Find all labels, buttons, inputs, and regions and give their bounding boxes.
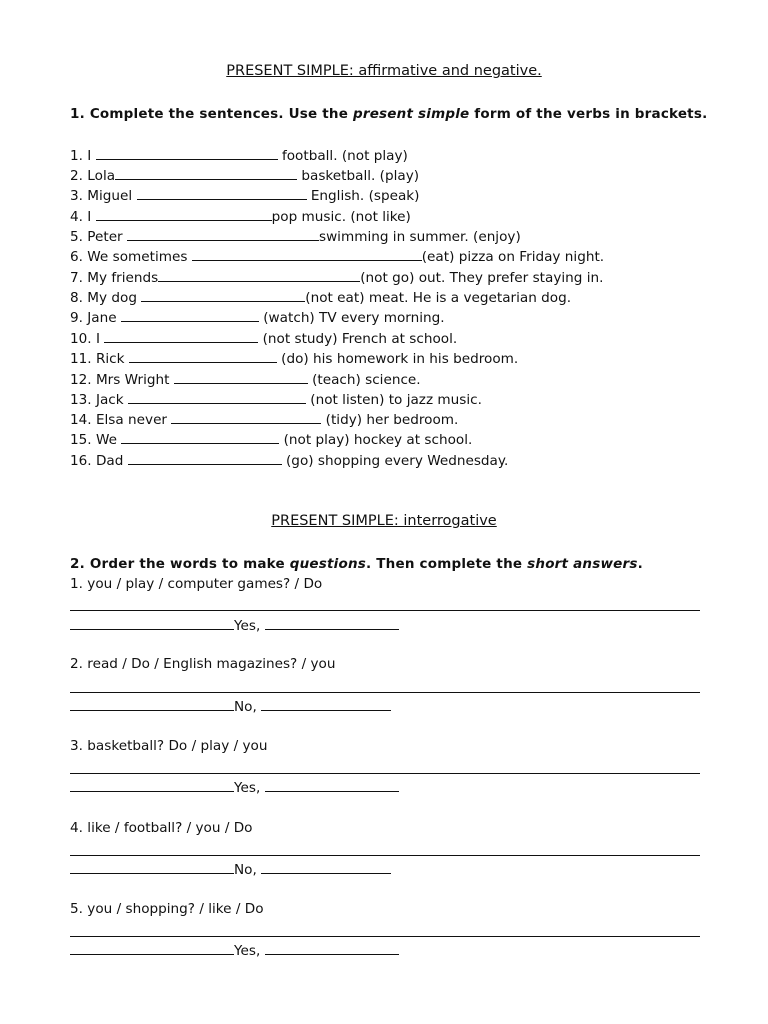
answer-blank[interactable] [261, 698, 391, 711]
exercise-2-instructions: 2. Order the words to make questions. Then complete the short answers. [70, 556, 643, 572]
sentence-14: 14. Elsa never (tidy) her bedroom. [70, 412, 459, 428]
question-5-line[interactable] [70, 936, 700, 937]
answer-blank[interactable] [158, 269, 360, 282]
answer-blank[interactable] [70, 861, 234, 874]
answer-blank[interactable] [265, 617, 399, 630]
answer-blank[interactable] [171, 411, 321, 424]
answer-blank[interactable] [121, 431, 279, 444]
question-2-answer-row: No, [70, 698, 391, 715]
sentence-12: 12. Mrs Wright (teach) science. [70, 372, 421, 388]
question-2-prompt: 2. read / Do / English magazines? / you [70, 656, 336, 672]
answer-blank[interactable] [192, 248, 422, 261]
sentence-7: 7. My friends (not go) out. They prefer staying in. [70, 270, 604, 286]
sentence-8: 8. My dog (not eat) meat. He is a vegetarian dog. [70, 290, 572, 306]
question-1-answer-row: Yes, [70, 617, 399, 634]
sentence-3: 3. Miguel English. (speak) [70, 188, 420, 204]
question-4-line[interactable] [70, 855, 700, 856]
sentence-13: 13. Jack (not listen) to jazz music. [70, 392, 482, 408]
question-1-line[interactable] [70, 610, 700, 611]
answer-blank[interactable] [127, 228, 319, 241]
answer-blank[interactable] [174, 371, 308, 384]
answer-blank[interactable] [96, 208, 272, 221]
question-2-line[interactable] [70, 692, 700, 693]
question-4-answer-row: No, [70, 861, 391, 878]
question-1-prompt: 1. you / play / computer games? / Do [70, 576, 323, 592]
sentence-4: 4. I pop music. (not like) [70, 209, 411, 225]
answer-blank[interactable] [141, 289, 305, 302]
sentence-9: 9. Jane (watch) TV every morning. [70, 310, 445, 326]
question-3-line[interactable] [70, 773, 700, 774]
sentence-1: 1. I football. (not play) [70, 148, 408, 164]
answer-blank[interactable] [129, 350, 277, 363]
sentence-10: 10. I (not study) French at school. [70, 331, 458, 347]
sentence-5: 5. Peter swimming in summer. (enjoy) [70, 229, 521, 245]
sentence-6: 6. We sometimes (eat) pizza on Friday night. [70, 249, 605, 265]
sentence-2: 2. Lola basketball. (play) [70, 168, 420, 184]
sentence-15: 15. We (not play) hockey at school. [70, 432, 473, 448]
answer-blank[interactable] [128, 452, 282, 465]
answer-blank[interactable] [137, 187, 307, 200]
question-5-prompt: 5. you / shopping? / like / Do [70, 901, 264, 917]
answer-blank[interactable] [128, 391, 306, 404]
answer-blank[interactable] [96, 147, 278, 160]
exercise-1-instructions: 1. Complete the sentences. Use the present simple form of the verbs in brackets. [70, 106, 708, 122]
sentence-16: 16. Dad (go) shopping every Wednesday. [70, 453, 509, 469]
question-3-answer-row: Yes, [70, 779, 399, 796]
answer-blank[interactable] [70, 698, 234, 711]
section-title-interrogative: PRESENT SIMPLE: interrogative [271, 513, 497, 529]
question-4-prompt: 4. like / football? / you / Do [70, 820, 253, 836]
answer-blank[interactable] [115, 167, 297, 180]
answer-blank[interactable] [70, 779, 234, 792]
question-3-prompt: 3. basketball? Do / play / you [70, 738, 268, 754]
answer-blank[interactable] [265, 779, 399, 792]
answer-blank[interactable] [265, 942, 399, 955]
answer-blank[interactable] [261, 861, 391, 874]
worksheet-title: PRESENT SIMPLE: affirmative and negative. [226, 63, 542, 79]
answer-blank[interactable] [104, 330, 258, 343]
question-5-answer-row: Yes, [70, 942, 399, 959]
sentence-11: 11. Rick (do) his homework in his bedroom. [70, 351, 519, 367]
answer-blank[interactable] [70, 942, 234, 955]
answer-blank[interactable] [121, 309, 259, 322]
answer-blank[interactable] [70, 617, 234, 630]
